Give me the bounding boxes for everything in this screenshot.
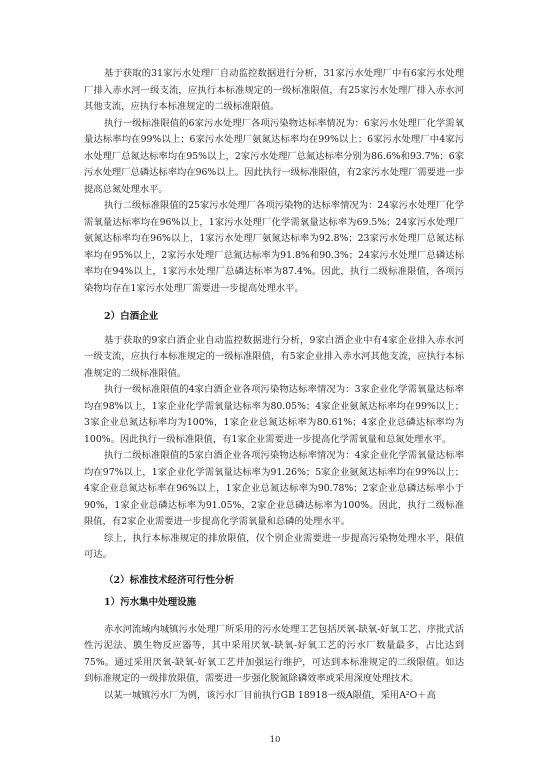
section-heading-liquor-enterprises: 2）白酒企业 <box>104 311 159 322</box>
page-body <box>84 66 464 704</box>
paragraph-summary: 综上，执行本标准规定的排放限值，仅个别企业需要进一步提高污染物处理水平，限值可达。 <box>84 532 464 560</box>
paragraph-liquor-grade2: 执行二级标准限值的5家白酒企业各项污染物达标率情况为：4家企业化学需氧量达标率均在97%以上，1家企业化学需氧量达标率为91.26%；5家企业氨氮达标率均在99%以上；4家企业总氮达标率在96%以上，1家企业总氮达标率为90.78%；2家企业总磷达标率小于90%，1家企业总磷达标率为91.05%，2家企业总磷达标率为100%。因此，执行二级标准限值，有2家企业需要进一步提高化学需氧量和总磷的处理水平。 <box>84 450 464 527</box>
section-heading-central-treatment: 1）污水集中处理设施 <box>104 597 197 608</box>
paragraph-liquor-grade1: 执行一级标准限值的4家白酒企业各项污染物达标率情况为：3家企业化学需氧量达标率均在98%以上，1家企业化学需氧量达标率为80.05%；4家企业氨氮达标率均在99%以上；3家企业总氮达标率均为100%，1家企业总氮达标率为80.61%；4家企业总磷达标率均为100%。因此执行一级标准限值，有1家企业需要进一步提高化学需氧量和总氮处理水平。 <box>84 384 464 445</box>
page-number: 10 <box>269 735 281 745</box>
paragraph-treatment-processes: 赤水河流域内城镇污水处理厂所采用的污水处理工艺包括厌氧-缺氧-好氧工艺、序批式活性污泥法、膜生物反应器等，其中采用厌氧-缺氧-好氧工艺的污水厂数量最多，占比达到75%。通过采用厌氧-缺氧-好氧工艺并加强运行维护，可达到本标准规定的二级限值。如达到标准规定的一级排放限值，需要进一步强化脱氮除磷效率或采用深度处理技术。 <box>84 623 464 684</box>
paragraph-wastewater-overview: 基于获取的31家污水处理厂自动监控数据进行分析，31家污水处理厂中有6家污水处理厂排入赤水河一级支流，应执行本标准规定的一级标准限值，有25家污水处理厂排入赤水河其他支流，应执行本标准规定的二级标准限值。 <box>84 68 464 112</box>
paragraph-example-plant: 以某一城镇污水厂为例，该污水厂目前执行GB 18918一级A限值，采用A²O＋高 <box>104 689 436 701</box>
paragraph-wastewater-grade1: 执行一级标准限值的6家污水处理厂各项污染物达标率情况为：6家污水处理厂化学需氧量达标率均在99%以上；6家污水处理厂氨氮达标率均在99%以上；6家污水处理厂中4家污水处理厂总氮达标率均在95%以上，2家污水处理厂总氮达标率分别为86.6%和93.7%；6家污水处理厂总磷达标率均在96%以上。因此执行一级标准限值，有2家污水处理厂需要进一步提高总氮处理水平。 <box>84 117 464 195</box>
paragraph-wastewater-grade2: 执行二级标准限值的25家污水处理厂各项污染物的达标率情况为：24家污水处理厂化学需氧量达标率均在96%以上，1家污水处理厂化学需氧量达标率为69.5%；24家污水处理厂氨氮达标率均在96%以上，1家污水处理厂氨氮达标率为92.8%；23家污水处理厂总氮达标率均在95%以上，2家污水处理厂总氮达标率为91.8%和90.3%；24家污水处理厂总磷达标率均在94%以上，1家污水处理厂总磷达标率为87.4%。因此，执行二级标准限值，各项污染物均存在1家污水处理厂需要进一步提高处理水平。 <box>84 200 464 294</box>
section-heading-feasibility: （2）标准技术经济可行性分析 <box>104 574 235 586</box>
paragraph-liquor-overview: 基于获取的9家白酒企业自动监控数据进行分析，9家白酒企业中有4家企业排入赤水河一级支流，应执行本标准规定的一级标准限值，有5家企业排入赤水河其他支流，应执行本标准规定的二级标准限值。 <box>84 334 464 379</box>
